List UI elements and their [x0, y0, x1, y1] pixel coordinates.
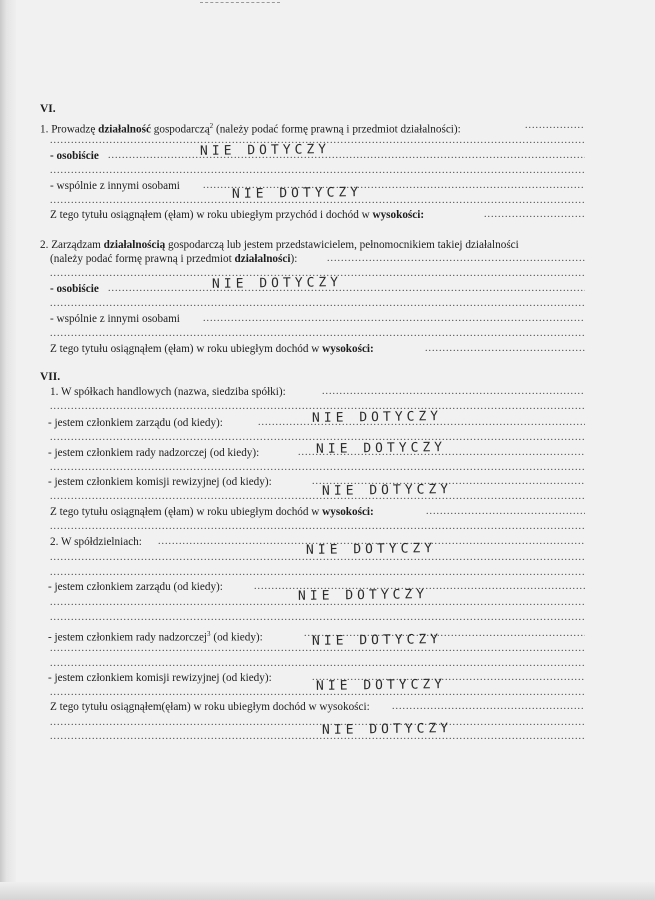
vi-q2-post: gospodarczą lub jestem przedstawicielem, pełnomocnikiem takiej działalności [165, 239, 519, 251]
dot-leader [50, 164, 585, 178]
vi-q1-sup: 2 [209, 122, 214, 130]
dot-leader [426, 505, 585, 519]
handwritten-nie-dotyczy: NIE DOTYCZY [199, 142, 331, 159]
vii-komisja2: - jestem członkiem komisji rewizyjnej (od kiedy): [48, 672, 272, 684]
handwritten-nie-dotyczy: NIE DOTYCZY [231, 185, 363, 202]
handwritten-nie-dotyczy: NIE DOTYCZY [211, 275, 343, 292]
dot-leader [50, 686, 585, 700]
vii-q2: 2. W spółdzielniach: [50, 536, 142, 548]
vi-income2-pre: Z tego tytułu osiągnąłem (ęłam) w roku ubiegłym dochód w [50, 343, 323, 355]
dot-leader [50, 716, 585, 730]
handwritten-nie-dotyczy: NIE DOTYCZY [311, 409, 443, 426]
section-vii-heading: VII. [40, 371, 61, 383]
section-vi-heading: VI. [40, 103, 56, 115]
dot-leader [392, 700, 585, 714]
vi-osobiscie2-label: - osobiście [50, 283, 99, 295]
handwritten-nie-dotyczy: NIE DOTYCZY [311, 632, 443, 649]
dot-leader [484, 208, 585, 222]
dot-leader [50, 461, 585, 475]
vii-q1: 1. W spółkach handlowych (nazwa, siedziba spółki): [50, 386, 286, 398]
vii-komisja: - jestem członkiem komisji rewizyjnej (od kiedy): [48, 476, 272, 488]
handwritten-nie-dotyczy: NIE DOTYCZY [305, 541, 437, 558]
dot-leader [50, 566, 585, 580]
vii-rada: - jestem członkiem rady nadzorczej (od kiedy): [48, 447, 260, 459]
vi-q1-line [0, 119, 655, 136]
dot-leader [50, 551, 585, 565]
dot-leader [50, 327, 585, 341]
vii-rada2-post: (od kiedy): [210, 631, 263, 644]
dot-leader [108, 149, 585, 163]
vi-q2-bold: działalnością [103, 239, 166, 251]
dot-leader [525, 119, 585, 133]
vi-q1-post: gospodarczą [150, 123, 210, 136]
scan-edge-bottom [0, 882, 655, 900]
dot-leader [50, 611, 585, 625]
handwritten-nie-dotyczy: NIE DOTYCZY [321, 721, 453, 738]
dot-leader [50, 520, 585, 534]
dot-leader [50, 596, 585, 610]
dot-leader [108, 282, 585, 296]
vi-q2-pre: 2. Zarządzam [40, 239, 104, 251]
dot-leader [50, 490, 585, 504]
vii-income-bold: wysokości: [322, 506, 374, 518]
vii-income-pre: Z tego tytułu osiągnąłem (ęłam) w roku ubiegłym dochód w [50, 506, 323, 518]
dot-leader [50, 657, 585, 671]
scan-artifact-top [200, 2, 280, 5]
handwritten-nie-dotyczy: NIE DOTYCZY [321, 482, 453, 499]
vi-income-bold: wysokości: [372, 209, 425, 221]
handwritten-nie-dotyczy: NIE DOTYCZY [315, 677, 447, 694]
dot-leader [322, 385, 585, 399]
dot-leader [50, 297, 585, 311]
vi-osobiscie-label: - osobiście [50, 150, 99, 162]
dot-leader [50, 642, 585, 656]
vii-rada2-pre: - jestem członkiem rady nadzorczej [48, 631, 208, 644]
vi-q1-pre: 1. Prowadzę [40, 123, 99, 136]
dot-leader [50, 730, 585, 744]
handwritten-nie-dotyczy: NIE DOTYCZY [315, 440, 447, 457]
vi-wspolnie2-label: - wspólnie z innymi osobami [50, 313, 180, 325]
dot-leader [50, 194, 585, 208]
vi-income-pre: Z tego tytułu osiągnąłem (ęłam) w roku ubiegłym przychód i dochód w [50, 209, 373, 221]
vi-q2-line2-bold: działalności [234, 253, 291, 265]
vii-zarzad: - jestem członkiem zarządu (od kiedy): [48, 417, 223, 429]
vi-income2-bold: wysokości: [322, 343, 374, 355]
dot-leader [203, 312, 585, 326]
vii-income2: Z tego tytułu osiągnąłem(ęłam) w roku ubiegłym dochód w wysokości: [50, 701, 370, 713]
vi-q2-line2-pre: (należy podać formę prawną i przedmiot [50, 253, 235, 265]
vi-q2-line2-post: ): [290, 253, 298, 265]
dot-leader [425, 342, 585, 356]
handwritten-nie-dotyczy: NIE DOTYCZY [297, 587, 429, 604]
vii-zarzad2: - jestem członkiem zarządu (od kiedy): [48, 581, 223, 593]
vii-rada2-sup: 3 [207, 630, 211, 638]
dot-leader [327, 252, 585, 266]
vi-q1-rest: (należy podać formę prawną i przedmiot działalności): [213, 123, 461, 136]
vi-wspolnie-label: - wspólnie z innymi osobami [50, 180, 180, 192]
vi-q1-bold: działalność [98, 123, 151, 136]
